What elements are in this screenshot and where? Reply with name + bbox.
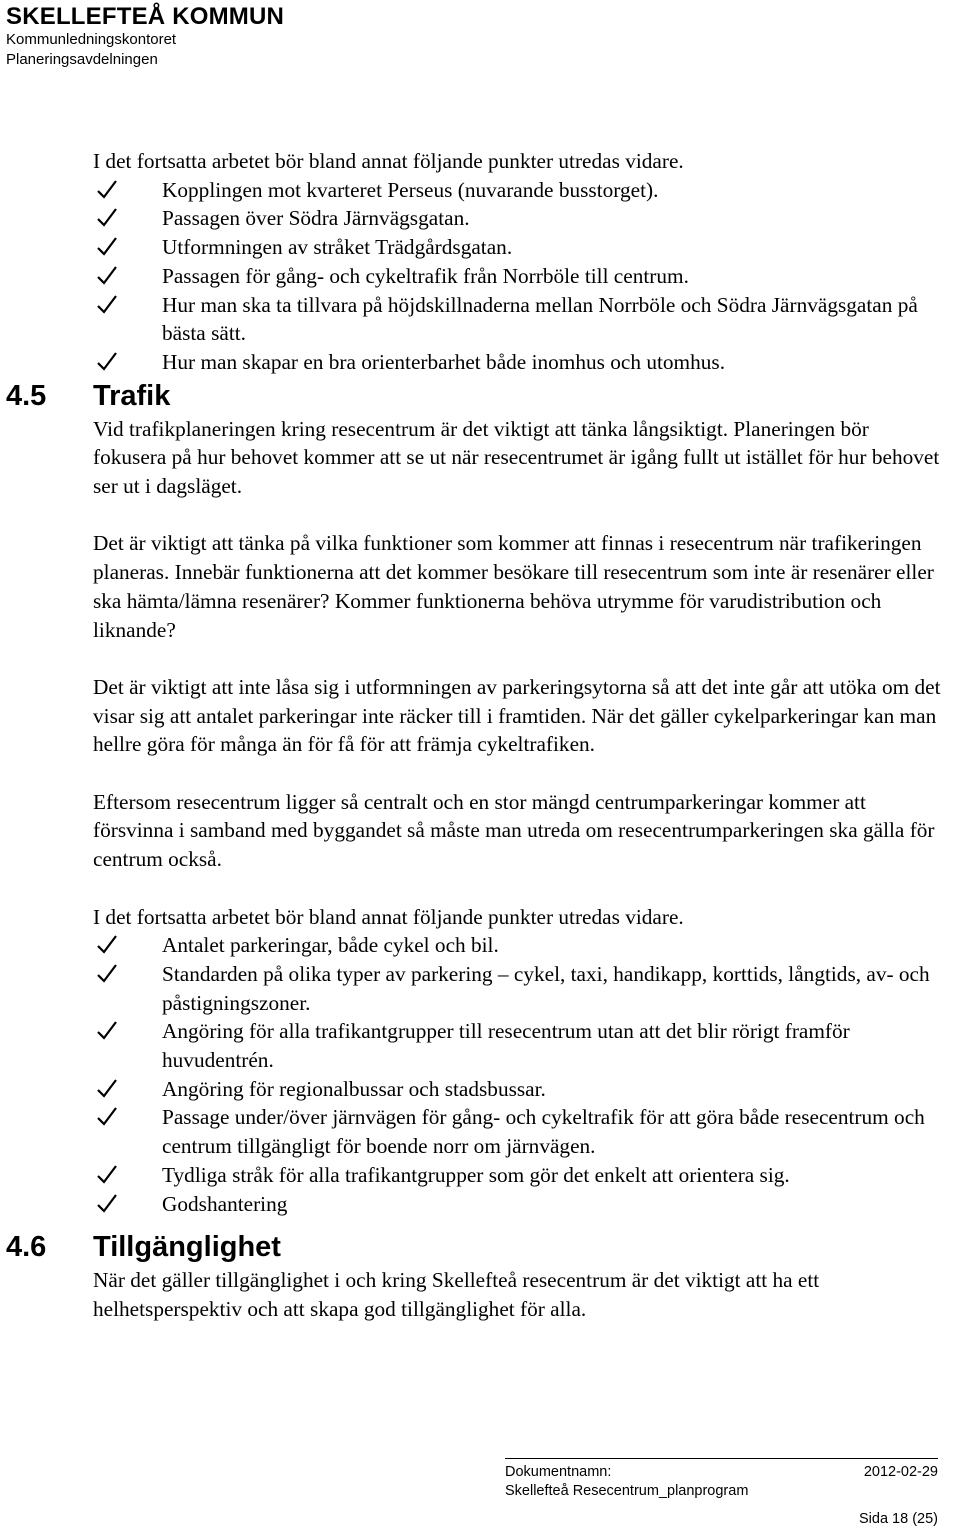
document-name: Skellefteå Resecentrum_planprogram bbox=[505, 1483, 749, 1499]
section-number: 4.6 bbox=[6, 1231, 47, 1264]
checkmark-icon bbox=[96, 1161, 120, 1189]
checkmark-icon bbox=[96, 291, 120, 319]
section-heading-tillganglighet bbox=[6, 1228, 943, 1266]
department-name: Kommunledningskontoret bbox=[6, 31, 177, 48]
checkmark-icon bbox=[96, 204, 120, 232]
page-header bbox=[6, 4, 284, 70]
list-item: Passagen för gång- och cykeltrafik från Norrböle till centrum. bbox=[93, 262, 943, 291]
checklist-further-study bbox=[93, 176, 943, 377]
document-body bbox=[6, 147, 943, 1324]
checkmark-icon bbox=[96, 1017, 120, 1045]
list-item: Angöring för alla trafikantgrupper till resecentrum utan att det blir rörigt framför huvudentrén. bbox=[93, 1017, 943, 1074]
section-title: Tillgänglighet bbox=[93, 1231, 281, 1264]
footer-divider bbox=[505, 1458, 938, 1459]
paragraph: När det gäller tillgänglighet i och kring Skellefteå resecentrum är det viktigt att ha ett helhetsperspektiv och att skapa god tillgänglighet för alla. bbox=[93, 1268, 820, 1321]
checkmark-icon bbox=[96, 348, 120, 376]
document-name-label: Dokumentnamn: bbox=[505, 1464, 612, 1480]
checkmark-icon bbox=[96, 1190, 120, 1218]
list-item: Kopplingen mot kvarteret Perseus (nuvarande busstorget). bbox=[93, 176, 943, 205]
paragraph: Eftersom resecentrum ligger så centralt och en stor mängd centrumparkeringar kommer att försvinna i samband med byggandet så måste man utreda om resecentrumparkeringen ska gälla för centrum också. bbox=[93, 789, 935, 872]
list-intro: I det fortsatta arbetet bör bland annat följande punkter utredas vidare. bbox=[93, 149, 684, 173]
page-number: Sida 18 (25) bbox=[859, 1511, 938, 1527]
document-date: 2012-02-29 bbox=[863, 1464, 938, 1480]
list-item: Angöring för regionalbussar och stadsbussar. bbox=[93, 1075, 943, 1104]
checkmark-icon bbox=[96, 233, 120, 261]
list-item: Tydliga stråk för alla trafikantgrupper som gör det enkelt att orientera sig. bbox=[93, 1161, 943, 1190]
checkmark-icon bbox=[96, 176, 120, 204]
section-title: Trafik bbox=[93, 379, 171, 412]
list-item: Antalet parkeringar, både cykel och bil. bbox=[93, 931, 943, 960]
paragraph: Det är viktigt att inte låsa sig i utformningen av parkeringsytorna så att det inte går att utöka om det visar sig att antalet parkeringar inte räcker till i framtiden. När det gäller cykelparkeringar kan man hellre göra för många än för få för att främja cykeltrafiken. bbox=[93, 674, 941, 757]
list-item: Godshantering bbox=[93, 1190, 943, 1219]
page-footer bbox=[505, 1463, 938, 1529]
checkmark-icon bbox=[96, 931, 120, 959]
paragraph: Vid trafikplaneringen kring resecentrum är det viktigt att tänka långsiktigt. Planeringen bör fokusera på hur behovet kommer att se ut när resecentrumet är igång fullt ut istället för hur behovet ser ut i dagsläget. bbox=[93, 416, 940, 499]
checklist-traffic bbox=[93, 931, 943, 1218]
list-item: Passage under/över järnvägen för gång- och cykeltrafik för att göra både resecentrum och centrum tillgängligt för boende norr om järnvägen. bbox=[93, 1103, 943, 1160]
list-item: Passagen över Södra Järnvägsgatan. bbox=[93, 204, 943, 233]
organization-name: SKELLEFTEÅ KOMMUN bbox=[6, 3, 285, 30]
list-item: Hur man skapar en bra orienterbarhet både inomhus och utomhus. bbox=[93, 348, 943, 377]
list-item: Standarden på olika typer av parkering – cykel, taxi, handikapp, korttids, långtids, av- och påstigningszoner. bbox=[93, 960, 943, 1017]
list-intro: I det fortsatta arbetet bör bland annat följande punkter utredas vidare. bbox=[93, 904, 684, 929]
division-name: Planeringsavdelningen bbox=[6, 51, 158, 68]
checkmark-icon bbox=[96, 960, 120, 988]
checkmark-icon bbox=[96, 1103, 120, 1131]
list-item: Utformningen av stråket Trädgårdsgatan. bbox=[93, 233, 943, 262]
checkmark-icon bbox=[96, 262, 120, 290]
section-heading-trafik bbox=[6, 377, 943, 415]
section-number: 4.5 bbox=[6, 379, 47, 412]
paragraph: Det är viktigt att tänka på vilka funktioner som kommer att finnas i resecentrum när trafikeringen planeras. Innebär funktionerna att det kommer besökare till resecentrum som inte är resenärer eller ska hämta/lämna resenärer? Kommer funktionerna behöva utrymme för varudistribution och liknande? bbox=[93, 531, 934, 642]
list-item: Hur man ska ta tillvara på höjdskillnaderna mellan Norrböle och Södra Järnvägsgatan på bästa sätt. bbox=[93, 291, 943, 348]
checkmark-icon bbox=[96, 1075, 120, 1103]
